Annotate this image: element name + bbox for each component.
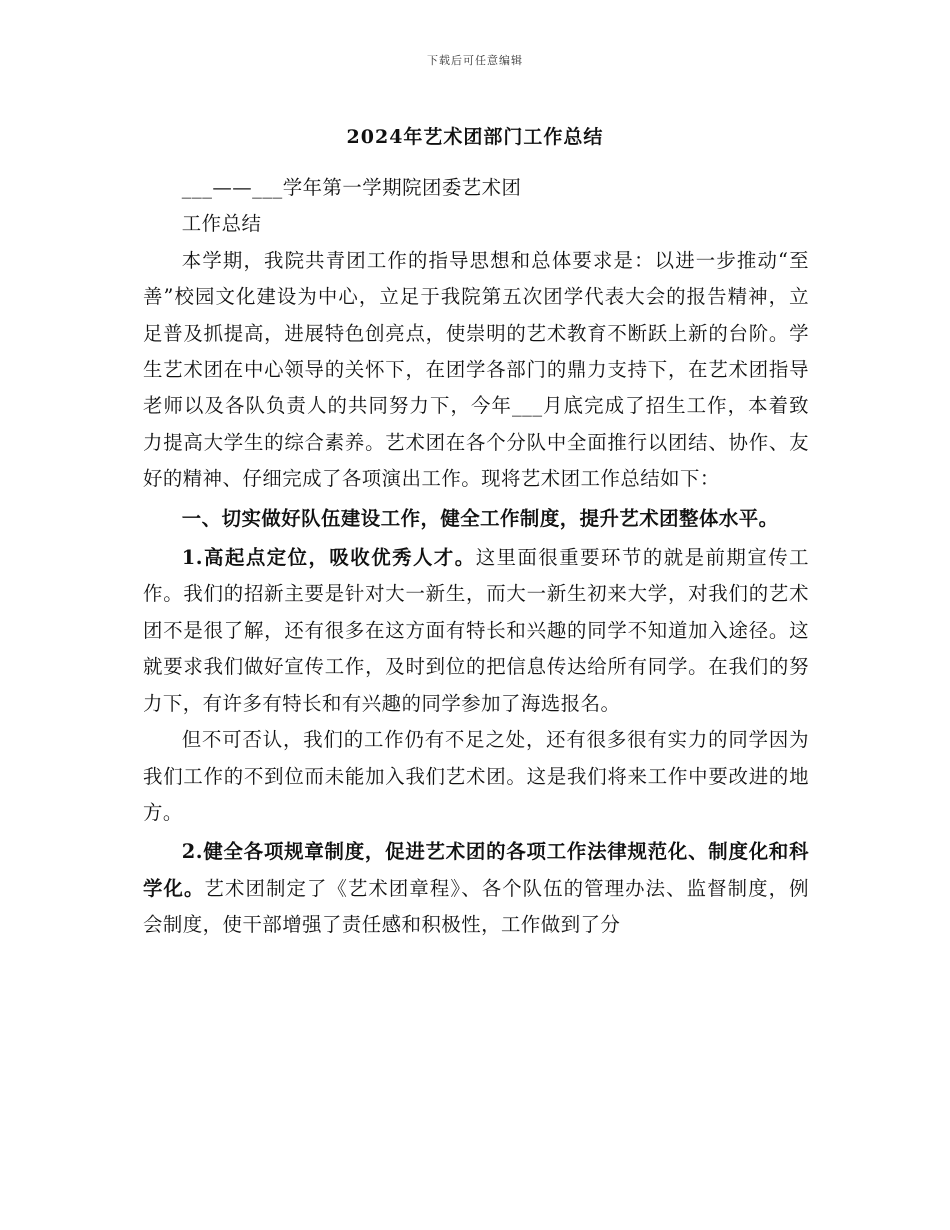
document-title: 2024年艺术团部门工作总结 <box>346 126 604 148</box>
item-2-text: 艺术团制定了《艺术团章程》、各个队伍的管理办法、监督制度，例会制度，使干部增强了责任感和积极性，工作做到了分 <box>143 876 809 937</box>
subtitle-line-2: 工作总结 <box>181 212 262 236</box>
item-2-paragraph <box>143 834 809 943</box>
subtitle-line-1: ___——___学年第一学期院团委艺术团 <box>181 176 522 199</box>
item-2-heading: 2.健全各项规章制度，促进艺术团的各项工作法律规范化、制度化和科学化。 <box>143 840 809 900</box>
item-1-heading: 1.高起点定位，吸收优秀人才。 <box>181 546 476 570</box>
document-body <box>143 170 809 944</box>
page-header-note: 下载后可任意编辑 <box>427 54 523 67</box>
item-1-paragraph <box>143 540 809 722</box>
item-1-text: 这里面很重要环节的就是前期宣传工作。我们的招新主要是针对大一新生，而大一新生初来大学，对我们的艺术团不是很了解，还有很多在这方面有特长和兴趣的同学不知道加入途径。这就要求我们做好宣传工作，及时到位的把信息传达给所有同学。在我们的努力下，有许多有特长和有兴趣的同学参加了海选报名。 <box>143 546 810 715</box>
section-1-heading: 一、切实做好队伍建设工作，健全工作制度，提升艺术团整体水平。 <box>181 506 779 530</box>
intro-paragraph: 本学期，我院共青团工作的指导思想和总体要求是：以进一步推动“至善”校园文化建设为中心，立足于我院第五次团学代表大会的报告精神，立足普及抓提高，进展特色创亮点，使崇明的艺术教育不断跃上新的台阶。学生艺术团在中心领导的关怀下，在团学各部门的鼎力支持下，在艺术团指导老师以及各队负责人的共同努力下，今年___月底完成了招生工作，本着致力提高大学生的综合素养。艺术团在各个分队中全面推行以团结、协作、友好的精神、仔细完成了各项演出工作。现将艺术团工作总结如下： <box>143 248 809 491</box>
item-1-followup-paragraph: 但不可否认，我们的工作仍有不足之处，还有很多很有实力的同学因为我们工作的不到位而未能加入我们艺术团。这是我们将来工作中要改进的地方。 <box>143 728 809 824</box>
